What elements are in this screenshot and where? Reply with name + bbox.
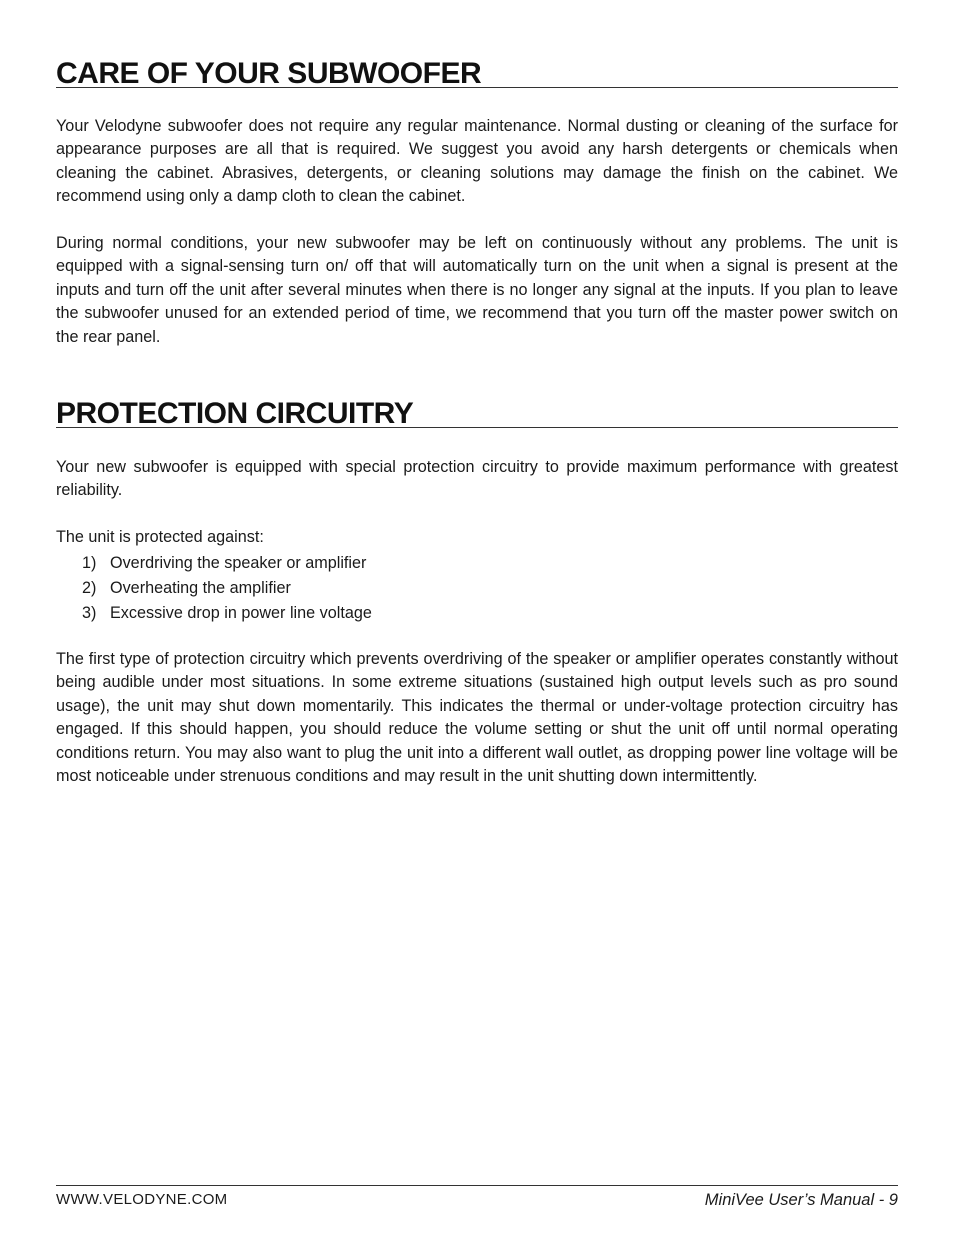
list-item-number: 2)	[82, 579, 97, 597]
care-heading: CARE OF YOUR SUBWOOFER	[56, 58, 898, 88]
protection-intro: Your new subwoofer is equipped with special protection circuitry to provide maximum performance with greatest reliability.	[56, 458, 898, 500]
footer-divider	[56, 1185, 898, 1186]
list-item-number: 3)	[82, 604, 97, 622]
list-item-number: 1)	[82, 554, 97, 572]
care-paragraph-power: During normal conditions, your new subwoofer may be left on continuously without any problems. The unit is equipped with a signal-sensing turn on/ off that will automatically turn on the unit when a signal is present at the inputs and turn off the unit after several minutes when there is no longer any signal at the inputs. If you plan to leave the subwoofer unused for an extended period of time, we recommend that you turn off the master power switch on the rear panel.	[56, 234, 898, 346]
list-item	[82, 601, 372, 626]
footer-website: WWW.VELODYNE.COM	[56, 1191, 228, 1208]
protection-section	[56, 398, 898, 428]
care-section	[56, 58, 898, 88]
care-paragraph-maintenance: Your Velodyne subwoofer does not require any regular maintenance. Normal dusting or cleaning of the surface for appearance purposes are all that is required. We suggest you avoid any harsh detergents or chemicals when cleaning the cabinet. Abrasives, detergents, or cleaning solutions may damage the finish on the cabinet. We recommend using only a damp cloth to clean the cabinet.	[56, 117, 898, 206]
protection-detail: The first type of protection circuitry which prevents overdriving of the speaker or amplifier operates constantly without being audible under most situations. In some extreme situations (sustained high output levels such as pro sound usage), the unit may shut down momentarily. This indicates the thermal or under-voltage protection circuitry has engaged. If this should happen, you should reduce the volume setting or shut the unit off until normal operating conditions return. You may also want to plug the unit into a different wall outlet, as dropping power line voltage will be most noticeable under strenuous conditions and may result in the unit shutting down intermittently.	[56, 650, 898, 786]
footer-page-label: MiniVee User’s Manual - 9	[704, 1191, 898, 1209]
list-item	[82, 576, 372, 601]
list-item-text: Overheating the amplifier	[110, 579, 291, 597]
protection-list	[82, 551, 372, 626]
list-item-text: Excessive drop in power line voltage	[110, 604, 372, 622]
list-item	[82, 551, 372, 576]
protection-heading: PROTECTION CIRCUITRY	[56, 398, 898, 428]
protection-list-intro: The unit is protected against:	[56, 528, 264, 546]
list-item-text: Overdriving the speaker or amplifier	[110, 554, 367, 572]
